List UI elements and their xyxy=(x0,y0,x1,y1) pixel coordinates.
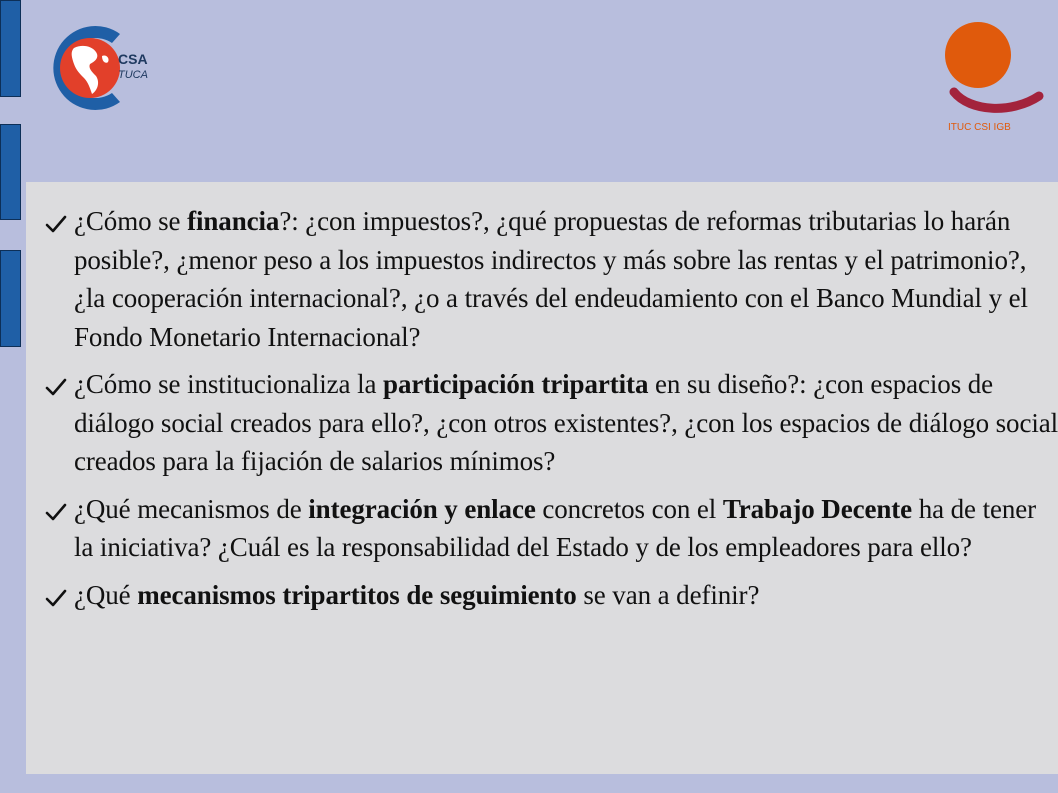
logo-text-ituc: ITUC CSI IGB xyxy=(948,122,1011,133)
logo-text-csa: CSA xyxy=(118,51,148,67)
bullet-text-run: ¿Cómo se xyxy=(74,206,188,236)
side-bar-middle xyxy=(0,124,21,220)
bullet-text-run: concretos con el xyxy=(535,493,723,524)
bullet-text xyxy=(74,580,759,610)
bullet-text-run: ¿Qué xyxy=(74,579,138,610)
bullet-text-run: ha de tener la iniciativa? ¿Cuál es la responsabilidad del Estado y de los empleadores para ello? xyxy=(74,493,1037,562)
content-box xyxy=(26,182,1058,774)
bullet-text-bold: financia xyxy=(187,206,280,236)
bullet-text-run: ¿Cómo se institucionaliza la xyxy=(74,369,384,399)
bullet-item xyxy=(26,365,1058,481)
checkmark-icon xyxy=(44,582,68,606)
checkmark-icon xyxy=(44,371,68,395)
bullet-item xyxy=(26,490,1058,567)
bullet-list xyxy=(26,202,1058,614)
bullet-text-bold: participación tripartita xyxy=(383,369,649,399)
bullet-text xyxy=(74,206,1028,352)
bullet-text-run: se van a definir? xyxy=(576,579,760,610)
bullet-text-run: ?: ¿con impuestos?, ¿qué propuestas de reformas tributarias lo harán posible?, ¿menor peso a los impuestos indirectos y más sobre las rentas y el patrimonio?, ¿la cooperación internacional?, ¿o a través del endeudamiento con el Banco Mundial y el Fondo Monetario Internacional? xyxy=(74,206,1028,352)
side-bar-bottom xyxy=(0,250,21,347)
bullet-text-run: en su diseño?: ¿con espacios de diálogo social creados para ello?, ¿con otros existentes?, ¿con los espacios de diálogo social creados para la fijación de salarios mínimos? xyxy=(74,369,1058,476)
bullet-item xyxy=(26,576,1058,615)
bullet-text-bold: integración y enlace xyxy=(308,493,536,524)
bullet-text-run: ¿Qué mecanismos de xyxy=(74,493,309,524)
bullet-text-bold: mecanismos tripartitos de seguimiento xyxy=(137,579,577,610)
ituc-logo xyxy=(940,20,1045,135)
bullet-text-bold: Trabajo Decente xyxy=(722,493,913,524)
checkmark-icon xyxy=(44,496,68,520)
side-bar-top xyxy=(0,0,21,97)
bullet-text xyxy=(74,494,1036,563)
checkmark-icon xyxy=(44,208,68,232)
bullet-item xyxy=(26,202,1058,356)
bullet-text xyxy=(74,369,1058,476)
csa-tuca-logo xyxy=(40,20,160,115)
logo-text-tuca: TUCA xyxy=(118,69,148,81)
